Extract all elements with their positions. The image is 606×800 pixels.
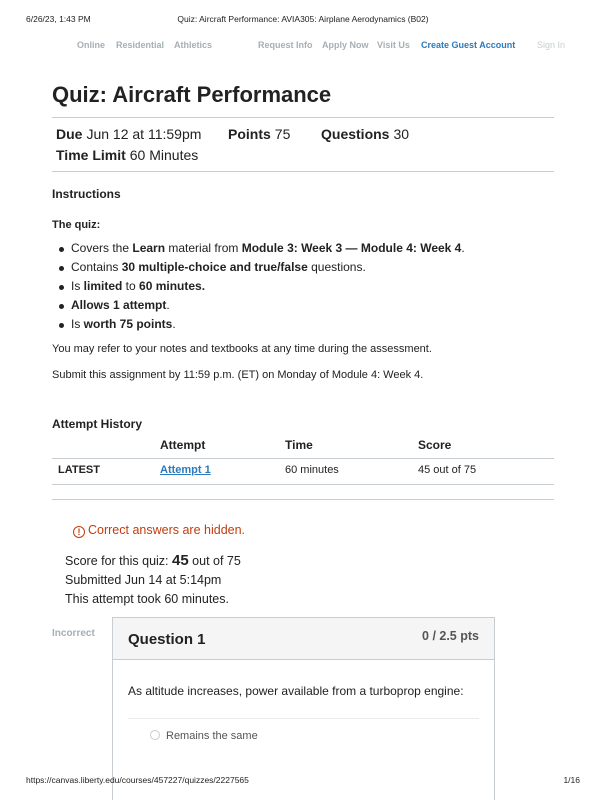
nav-online[interactable]: Online: [77, 40, 106, 50]
question-title: Question 1: [128, 631, 206, 648]
title-divider: [52, 117, 554, 118]
nav-request-info[interactable]: Request Info: [258, 40, 313, 50]
answer-option[interactable]: [150, 730, 258, 742]
points-meta: [228, 126, 290, 142]
time-limit-label: Time Limit: [56, 147, 126, 163]
print-doc-title: Quiz: Aircraft Performance: AVIA305: Airplane Aerodynamics (B02): [177, 14, 429, 24]
incorrect-flag: Incorrect: [52, 628, 95, 639]
list-item: Is limited to 60 minutes.: [52, 279, 554, 298]
print-footer: [26, 775, 580, 787]
answers-hidden-text: Correct answers are hidden.: [88, 523, 246, 537]
questions-label: Questions: [321, 126, 390, 142]
instructions-para-notes: You may refer to your notes and textbooks at any time during the assessment.: [52, 343, 432, 355]
nav-athletics[interactable]: Athletics: [174, 40, 213, 50]
question-header: [113, 618, 494, 660]
quiz-label: The quiz:: [52, 219, 101, 231]
time-limit-value: 60 Minutes: [129, 147, 199, 163]
warning-icon: !: [73, 526, 85, 538]
print-date: 6/26/23, 1:43 PM: [26, 14, 91, 24]
table-header-divider: [52, 458, 554, 459]
top-nav: [0, 40, 606, 54]
points-value: 75: [274, 126, 291, 142]
attempt-1-link[interactable]: Attempt 1: [160, 464, 211, 476]
question-points: 0 / 2.5 pts: [422, 629, 479, 643]
answer-label: Remains the same: [166, 730, 258, 742]
due-label: Due: [56, 126, 83, 142]
questions-value: 30: [393, 126, 410, 142]
nav-residential[interactable]: Residential: [116, 40, 165, 50]
print-url: https://canvas.liberty.edu/courses/457227/quizzes/2227565: [26, 775, 249, 785]
attempt-duration: This attempt took 60 minutes.: [65, 592, 229, 606]
list-item: Contains 30 multiple-choice and true/false questions.: [52, 260, 554, 279]
nav-apply-now[interactable]: Apply Now: [322, 40, 369, 50]
results-divider: [52, 499, 554, 500]
question-card: [112, 617, 495, 800]
question-divider: [128, 718, 479, 719]
submitted-time: Submitted Jun 14 at 5:14pm: [65, 573, 222, 587]
score-value: 45: [172, 552, 189, 569]
page-title: Quiz: Aircraft Performance: [52, 82, 332, 107]
attempt-history-heading: Attempt History: [52, 417, 143, 431]
quiz-score: Score for this quiz: 45 out of 75: [65, 552, 241, 569]
table-bottom-divider: [52, 484, 554, 485]
row-label-latest: LATEST: [58, 464, 100, 476]
col-header-attempt: Attempt: [160, 438, 206, 452]
col-header-score: Score: [418, 438, 452, 452]
time-limit-meta: [56, 147, 198, 163]
attempt-time: 60 minutes: [285, 464, 339, 476]
list-item: Is worth 75 points.: [52, 317, 554, 336]
questions-meta: [321, 126, 409, 142]
create-guest-account-link[interactable]: Create Guest Account: [421, 40, 516, 50]
answers-hidden-notice: [73, 523, 245, 538]
nav-visit-us[interactable]: Visit Us: [377, 40, 410, 50]
due-value: Jun 12 at 11:59pm: [86, 126, 202, 142]
question-text: As altitude increases, power available from a turboprop engine:: [128, 684, 464, 698]
instructions-list: [52, 241, 554, 336]
instructions-para-submit: Submit this assignment by 11:59 p.m. (ET) on Monday of Module 4: Week 4.: [52, 369, 424, 381]
points-label: Points: [228, 126, 271, 142]
print-header: [26, 14, 580, 26]
meta-divider: [52, 171, 554, 172]
radio-icon: [150, 730, 160, 740]
sign-in-link[interactable]: Sign In: [537, 40, 566, 50]
instructions-heading: Instructions: [52, 187, 121, 201]
attempt-score: 45 out of 75: [418, 464, 477, 476]
list-item: Covers the Learn material from Module 3: Week 3 — Module 4: Week 4.: [52, 241, 554, 260]
print-page-number: 1/16: [563, 775, 580, 785]
due-meta: [56, 126, 201, 142]
list-item: Allows 1 attempt.: [52, 298, 554, 317]
col-header-time: Time: [285, 438, 313, 452]
